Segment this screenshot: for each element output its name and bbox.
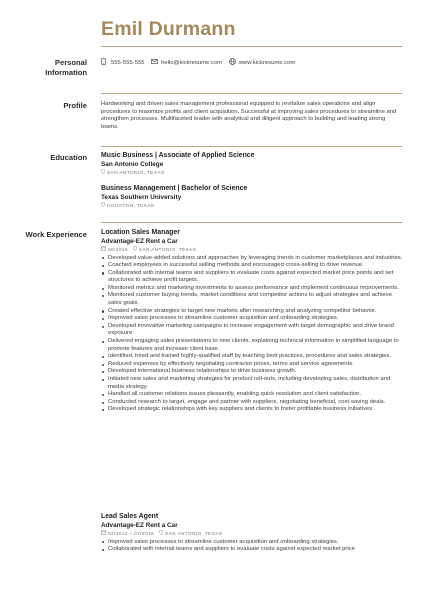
- job-title: Lead Sales Agent: [101, 513, 159, 520]
- job-entry: [101, 229, 406, 414]
- school-name: Texas Southern University: [101, 193, 182, 201]
- list-item: Collaborated with internal teams and suppliers to evaluate costs against expected market price: [101, 546, 406, 554]
- list-item: Developed value-added solutions and approaches by leveraging trends in customer marketplaces and industries.: [101, 255, 406, 263]
- list-item: Improved sales processes to streamline customer acquisition and onboarding strategies.: [101, 315, 406, 323]
- map-pin-icon: [101, 169, 105, 177]
- website-text[interactable]: www.kickresume.com: [238, 60, 296, 67]
- phone-text: 555-555-555: [111, 60, 145, 67]
- header-divider: [101, 46, 402, 47]
- list-item: Identified, hired and trained highly-qualified staff by teaching best practices, procedures and sales strategies.: [101, 353, 406, 361]
- contact-info: [101, 58, 300, 67]
- list-item: Developed innovative marketing campaigns to increase engagement with target demographic and drive brand exposure.: [101, 323, 406, 338]
- phone-icon: [101, 58, 109, 67]
- school-location: HOUSTON, TEXAS: [101, 202, 401, 210]
- job-location: SAN ANTONIO, TEXAS: [164, 531, 223, 537]
- degree-title: Music Business | Associate of Applied Science: [101, 152, 255, 159]
- list-item: Improved sales processes to streamline customer acquisition and onboarding strategies.: [101, 539, 406, 547]
- job-meta: [101, 246, 406, 254]
- education-entry: [101, 185, 401, 210]
- list-item: Delivered engaging sales presentations to new clients, explaining technical information in simplified language to promote features and increase client base.: [101, 338, 406, 353]
- calendar-icon: [101, 246, 106, 254]
- job-meta: [101, 530, 406, 538]
- list-item: Handled all customer relations issues pleasantly, enabling quick resolution and client satisfaction.: [101, 391, 406, 399]
- section-divider-3: [101, 222, 402, 223]
- list-item: Initiated new sales and marketing strategies for product roll-outs, including developing sales, distribution and media strategy.: [101, 376, 406, 391]
- website-item: [229, 58, 296, 67]
- profile-summary: Hardworking and driven sales management professional equipped to revitalize sales operations and align procedures to maximize profits and client acquisition. Successful at improving sales procedures to streamline and strengthen processes. Multifaceted leader with analytical and diligent approach to building and leading strong teams.: [101, 101, 397, 130]
- envelope-icon: [151, 59, 159, 66]
- list-item: Collaborated with internal teams and suppliers to evaluate costs against expected market price points and set structures to achieve profit targets.: [101, 270, 406, 285]
- email-item: [151, 59, 222, 66]
- company-name: Advantage-EZ Rent a Car: [101, 237, 178, 245]
- section-divider-2: [101, 146, 402, 147]
- list-item: Conducted research to target, engage and partner with suppliers, negotiating beneficial, cost-saving deals.: [101, 399, 406, 407]
- responsibilities-list: [101, 255, 406, 414]
- job-dates: 02/2012 – 07/2016: [108, 531, 154, 537]
- candidate-name: Emil Durmann: [101, 18, 236, 40]
- work-experience-label: Work Experience: [25, 230, 87, 239]
- phone-item: [101, 58, 144, 67]
- company-name: Advantage-EZ Rent a Car: [101, 521, 178, 529]
- education-entry: [101, 152, 401, 177]
- map-pin-icon: [101, 202, 105, 210]
- list-item: Developed international business relationships to drive business growth.: [101, 368, 406, 376]
- section-divider-1: [101, 93, 402, 94]
- personal-information-label: Personal Information: [45, 58, 87, 77]
- list-item: Monitored customer buying trends, market conditions and competitor actions to adjust strategies and achieve sales goals.: [101, 292, 406, 307]
- list-item: Monitored metrics and marketing investments to assess performance and implement continuous improvements.: [101, 285, 406, 293]
- list-item: Developed strategic relationships with key suppliers and clients to foster profitable business initiatives.: [101, 406, 406, 414]
- list-item: Reduced expenses by effectively negotiating contractor prices, terms and service agreements.: [101, 361, 406, 369]
- education-label: Education: [50, 153, 87, 162]
- school-location: SAN ANTONIO, TEXAS: [101, 169, 401, 177]
- map-pin-icon: [133, 246, 137, 254]
- responsibilities-list: [101, 539, 406, 554]
- degree-title: Business Management | Bachelor of Science: [101, 185, 248, 192]
- school-name: San Antonio College: [101, 160, 164, 168]
- list-item: Coached employees in successful selling methods and encouraged cross-selling to drive revenue.: [101, 262, 406, 270]
- list-item: Created effective strategies to target new markets after researching and analyzing competitor behavior.: [101, 308, 406, 316]
- map-pin-icon: [159, 530, 163, 538]
- job-location: SAN ANTONIO, TEXAS: [138, 247, 197, 253]
- email-text[interactable]: hello@kickresume.com: [161, 60, 223, 67]
- job-title: Location Sales Manager: [101, 229, 180, 236]
- profile-label: Profile: [63, 101, 87, 110]
- calendar-icon: [101, 530, 106, 538]
- globe-icon: [229, 58, 237, 67]
- job-entry: [101, 513, 406, 554]
- job-dates: 08/2016: [108, 247, 128, 253]
